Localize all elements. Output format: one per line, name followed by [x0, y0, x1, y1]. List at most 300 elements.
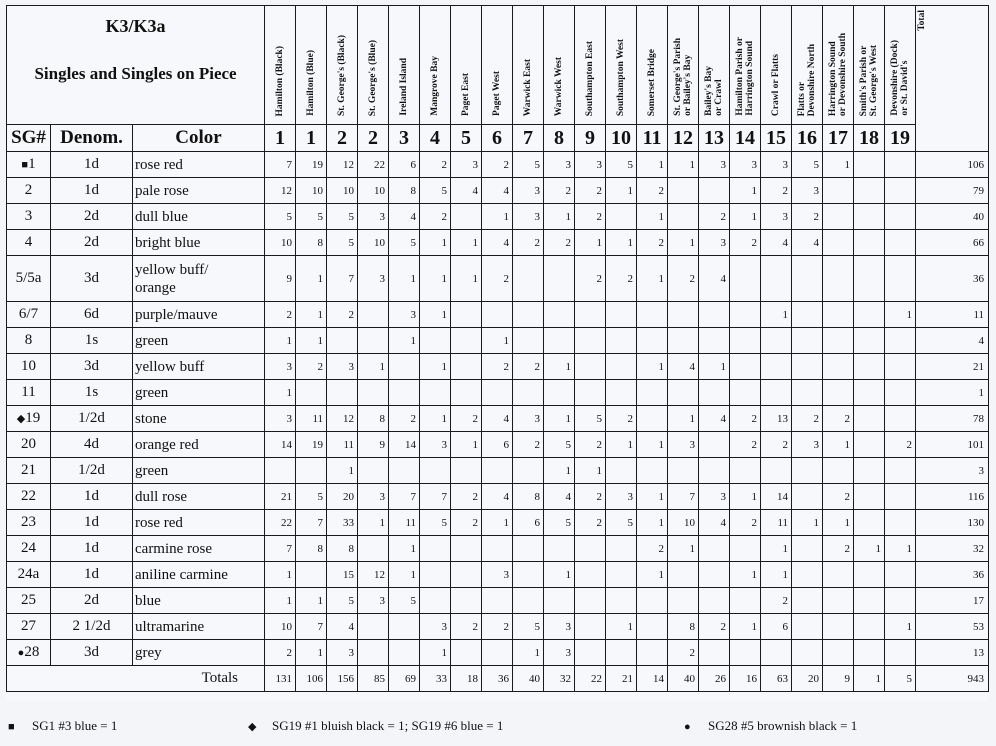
area-header: [265, 6, 296, 125]
count-cell: [637, 380, 668, 406]
count-cell: 7: [265, 152, 296, 178]
count-cell: [668, 204, 699, 230]
count-cell: 2: [761, 178, 792, 204]
sg-number-cell: [7, 432, 51, 458]
table-row: [7, 640, 989, 666]
count-cell: 1: [823, 510, 854, 536]
count-cell: 7: [668, 484, 699, 510]
count-cell: [296, 380, 327, 406]
count-cell: [792, 484, 823, 510]
count-cell: 2: [482, 354, 513, 380]
column-total-cell: 156: [327, 666, 358, 692]
count-cell: 10: [296, 178, 327, 204]
count-cell: 1: [854, 536, 885, 562]
area-name: Somerset Bridge: [647, 48, 658, 116]
count-cell: [513, 328, 544, 354]
color-cell: purple/mauve: [133, 302, 265, 328]
sg-number-cell: [7, 562, 51, 588]
count-cell: 1: [637, 484, 668, 510]
count-cell: [420, 562, 451, 588]
count-cell: 1: [265, 328, 296, 354]
count-cell: [544, 256, 575, 302]
count-cell: [699, 458, 730, 484]
count-cell: 2: [792, 204, 823, 230]
count-cell: [358, 640, 389, 666]
count-cell: [885, 510, 916, 536]
sg-number: 23: [21, 514, 36, 530]
count-cell: 1: [606, 230, 637, 256]
area-name: Warwick East: [523, 58, 534, 116]
row-total-cell: 4: [916, 328, 989, 354]
column-total-cell: 32: [544, 666, 575, 692]
count-cell: 3: [358, 204, 389, 230]
count-cell: [668, 302, 699, 328]
area-name: Hamilton (Blue): [306, 50, 317, 116]
column-total-cell: 5: [885, 666, 916, 692]
count-cell: 1: [513, 640, 544, 666]
count-cell: [296, 562, 327, 588]
count-cell: 1: [327, 458, 358, 484]
footnote-text: SG1 #3 blue = 1: [32, 718, 118, 733]
count-cell: 2: [792, 406, 823, 432]
table-row: [7, 536, 989, 562]
count-cell: 2: [513, 354, 544, 380]
area-header: [699, 6, 730, 125]
count-cell: 21: [265, 484, 296, 510]
count-cell: [699, 380, 730, 406]
count-cell: [389, 614, 420, 640]
count-cell: 5: [544, 432, 575, 458]
count-cell: 1: [606, 432, 637, 458]
area-header: [606, 6, 637, 125]
count-cell: [854, 588, 885, 614]
denomination-cell: 1s: [51, 380, 133, 406]
column-total-cell: 63: [761, 666, 792, 692]
color-cell: stone: [133, 406, 265, 432]
count-cell: [699, 640, 730, 666]
count-cell: 12: [327, 406, 358, 432]
count-cell: 5: [296, 484, 327, 510]
area-name: Devonshire (Dock) or St. David's: [890, 40, 911, 116]
count-cell: 3: [544, 614, 575, 640]
count-cell: 11: [389, 510, 420, 536]
area-header: [854, 6, 885, 125]
row-total-cell: 32: [916, 536, 989, 562]
row-total-cell: 21: [916, 354, 989, 380]
count-cell: 1: [761, 536, 792, 562]
area-name: Paget West: [492, 71, 503, 116]
count-cell: [451, 640, 482, 666]
count-cell: [823, 230, 854, 256]
count-cell: [854, 354, 885, 380]
count-cell: 7: [420, 484, 451, 510]
count-cell: 4: [482, 406, 513, 432]
count-cell: [544, 328, 575, 354]
count-cell: 2: [761, 588, 792, 614]
table-row: [7, 256, 989, 302]
count-cell: 2: [668, 256, 699, 302]
count-cell: 2: [575, 204, 606, 230]
count-cell: 1: [265, 562, 296, 588]
count-cell: 3: [513, 178, 544, 204]
row-total-cell: 36: [916, 562, 989, 588]
count-cell: 22: [358, 152, 389, 178]
count-cell: 3: [699, 152, 730, 178]
count-cell: [854, 256, 885, 302]
count-cell: 4: [792, 230, 823, 256]
area-header: [482, 6, 513, 125]
column-total-cell: 85: [358, 666, 389, 692]
count-cell: 2: [451, 614, 482, 640]
count-cell: [420, 380, 451, 406]
color-cell: bright blue: [133, 230, 265, 256]
area-name: Flatts or Devonshire North: [797, 43, 818, 116]
color-cell: carmine rose: [133, 536, 265, 562]
footnote-marker: ●: [17, 647, 25, 659]
count-cell: [854, 484, 885, 510]
count-cell: 4: [544, 484, 575, 510]
count-cell: [575, 302, 606, 328]
count-cell: 3: [265, 354, 296, 380]
count-cell: 1: [637, 354, 668, 380]
table-title-cell: [7, 6, 265, 125]
table-row: [7, 432, 989, 458]
table-row: [7, 484, 989, 510]
count-cell: 3: [358, 484, 389, 510]
count-cell: 4: [389, 204, 420, 230]
cancellation-table: [6, 5, 989, 692]
count-cell: 1: [761, 302, 792, 328]
count-cell: [544, 380, 575, 406]
count-cell: [730, 588, 761, 614]
count-cell: 6: [761, 614, 792, 640]
count-cell: [730, 640, 761, 666]
column-total-cell: 33: [420, 666, 451, 692]
count-cell: [885, 354, 916, 380]
count-cell: 1: [823, 432, 854, 458]
count-cell: [544, 588, 575, 614]
count-cell: 1: [575, 458, 606, 484]
area-header: [575, 6, 606, 125]
color-column-header: Color: [133, 125, 265, 152]
count-cell: [854, 510, 885, 536]
area-number: 5: [451, 125, 482, 152]
area-name-header-row: [7, 6, 989, 125]
denomination-column-header: Denom.: [51, 125, 133, 152]
count-cell: [513, 536, 544, 562]
count-cell: [854, 328, 885, 354]
area-name: St. George's Parish or Bailey's Bay: [673, 38, 694, 116]
count-cell: [606, 204, 637, 230]
count-cell: 8: [327, 536, 358, 562]
count-cell: [513, 302, 544, 328]
color-cell: yellow buff: [133, 354, 265, 380]
count-cell: 3: [575, 152, 606, 178]
column-total-cell: 40: [668, 666, 699, 692]
count-cell: 3: [327, 640, 358, 666]
count-cell: [792, 614, 823, 640]
sg-number-cell: [7, 588, 51, 614]
table-row: [7, 152, 989, 178]
count-cell: [761, 328, 792, 354]
count-cell: [885, 204, 916, 230]
count-cell: 2: [575, 256, 606, 302]
count-cell: 4: [699, 256, 730, 302]
count-cell: 5: [327, 230, 358, 256]
count-cell: 2: [730, 406, 761, 432]
count-cell: 2: [296, 354, 327, 380]
area-number: 8: [544, 125, 575, 152]
row-total-cell: 66: [916, 230, 989, 256]
footnotes: [8, 718, 988, 742]
footnote-bullet: ◆: [248, 721, 257, 733]
count-cell: 2: [389, 406, 420, 432]
table-row: [7, 562, 989, 588]
denomination-cell: 2d: [51, 230, 133, 256]
count-cell: [513, 588, 544, 614]
footnote-text: SG28 #5 brownish black = 1: [708, 718, 858, 733]
sg-number: 8: [24, 332, 33, 348]
count-cell: 1: [823, 152, 854, 178]
count-cell: [358, 328, 389, 354]
count-cell: [327, 380, 358, 406]
count-cell: [358, 380, 389, 406]
count-cell: 1: [699, 354, 730, 380]
count-cell: 10: [265, 614, 296, 640]
count-cell: 2: [730, 230, 761, 256]
count-cell: 1: [637, 510, 668, 536]
count-cell: 3: [389, 302, 420, 328]
area-header: [761, 6, 792, 125]
count-cell: [606, 640, 637, 666]
count-cell: [544, 536, 575, 562]
count-cell: [451, 562, 482, 588]
count-cell: 5: [389, 588, 420, 614]
area-number: 10: [606, 125, 637, 152]
area-number: 13: [699, 125, 730, 152]
table-row: [7, 302, 989, 328]
count-cell: 2: [544, 178, 575, 204]
count-cell: 1: [451, 230, 482, 256]
sg-number: 1: [28, 156, 36, 172]
color-cell: yellow buff/ orange: [133, 256, 265, 302]
column-total-cell: 69: [389, 666, 420, 692]
count-cell: 2: [761, 432, 792, 458]
row-total-cell: 106: [916, 152, 989, 178]
area-number: 1: [296, 125, 327, 152]
count-cell: [606, 588, 637, 614]
count-cell: 4: [327, 614, 358, 640]
footnote-bullet: ■: [8, 721, 15, 733]
count-cell: [854, 562, 885, 588]
column-total-cell: 26: [699, 666, 730, 692]
count-cell: [513, 380, 544, 406]
count-cell: [854, 302, 885, 328]
denomination-cell: 2d: [51, 588, 133, 614]
count-cell: 7: [265, 536, 296, 562]
area-number: 16: [792, 125, 823, 152]
row-total-cell: 40: [916, 204, 989, 230]
count-cell: 10: [358, 178, 389, 204]
count-cell: [699, 302, 730, 328]
row-total-cell: 11: [916, 302, 989, 328]
area-header: [668, 6, 699, 125]
count-cell: [389, 458, 420, 484]
count-cell: [699, 178, 730, 204]
column-total-cell: 18: [451, 666, 482, 692]
table-row: [7, 178, 989, 204]
color-cell: green: [133, 458, 265, 484]
sg-number: 5/5a: [15, 270, 42, 286]
count-cell: [823, 354, 854, 380]
count-cell: [885, 178, 916, 204]
area-number: 12: [668, 125, 699, 152]
count-cell: [544, 302, 575, 328]
area-number: 1: [265, 125, 296, 152]
sg-number-cell: [7, 380, 51, 406]
count-cell: 5: [606, 510, 637, 536]
denomination-cell: 6d: [51, 302, 133, 328]
area-name: Crawl or Flatts: [771, 53, 782, 116]
count-cell: 1: [389, 256, 420, 302]
area-header: [296, 6, 327, 125]
count-cell: [730, 380, 761, 406]
color-cell: rose red: [133, 152, 265, 178]
count-cell: [637, 406, 668, 432]
count-cell: 3: [606, 484, 637, 510]
count-cell: 15: [327, 562, 358, 588]
count-cell: 5: [513, 614, 544, 640]
denomination-cell: 1d: [51, 152, 133, 178]
count-cell: [885, 458, 916, 484]
count-cell: 5: [513, 152, 544, 178]
table-row: [7, 614, 989, 640]
count-cell: 5: [420, 510, 451, 536]
count-cell: 3: [420, 432, 451, 458]
count-cell: [482, 458, 513, 484]
area-number: 2: [327, 125, 358, 152]
count-cell: [792, 458, 823, 484]
count-cell: [637, 614, 668, 640]
count-cell: 2: [730, 510, 761, 536]
row-total-cell: 101: [916, 432, 989, 458]
row-total-cell: 36: [916, 256, 989, 302]
count-cell: 1: [792, 510, 823, 536]
denomination-cell: 1s: [51, 328, 133, 354]
count-cell: [451, 302, 482, 328]
count-cell: 2: [575, 484, 606, 510]
count-cell: 3: [358, 256, 389, 302]
count-cell: [730, 536, 761, 562]
count-cell: 3: [420, 614, 451, 640]
count-cell: [761, 458, 792, 484]
table-title: K3/K3a: [105, 16, 166, 36]
column-total-cell: 14: [637, 666, 668, 692]
count-cell: 4: [699, 406, 730, 432]
row-total-cell: 116: [916, 484, 989, 510]
area-header: [792, 6, 823, 125]
count-cell: 1: [482, 510, 513, 536]
count-cell: 1: [544, 406, 575, 432]
count-cell: 1: [420, 406, 451, 432]
denomination-cell: 4d: [51, 432, 133, 458]
count-cell: [854, 380, 885, 406]
count-cell: 2: [668, 640, 699, 666]
count-cell: 1: [637, 562, 668, 588]
count-cell: 7: [327, 256, 358, 302]
count-cell: 8: [358, 406, 389, 432]
count-cell: 1: [544, 354, 575, 380]
count-cell: 2: [823, 406, 854, 432]
denomination-cell: 1d: [51, 562, 133, 588]
count-cell: 2: [420, 204, 451, 230]
count-cell: [854, 458, 885, 484]
count-cell: 1: [668, 152, 699, 178]
count-cell: 11: [761, 510, 792, 536]
color-cell: grey: [133, 640, 265, 666]
row-total-cell: 1: [916, 380, 989, 406]
count-cell: [420, 328, 451, 354]
count-cell: [885, 588, 916, 614]
sg-number: 27: [21, 618, 36, 634]
area-header: [823, 6, 854, 125]
footnote: [248, 718, 503, 734]
sg-number: 11: [21, 384, 36, 400]
area-header: [451, 6, 482, 125]
count-cell: 3: [482, 562, 513, 588]
total-column-header: [916, 6, 989, 152]
area-number: 14: [730, 125, 761, 152]
count-cell: [730, 458, 761, 484]
area-header: [358, 6, 389, 125]
count-cell: [823, 614, 854, 640]
row-total-cell: 130: [916, 510, 989, 536]
count-cell: [761, 256, 792, 302]
count-cell: [730, 354, 761, 380]
row-total-cell: 17: [916, 588, 989, 614]
count-cell: 1: [885, 536, 916, 562]
count-cell: 6: [389, 152, 420, 178]
footnote-marker: ■: [21, 159, 29, 171]
count-cell: [792, 256, 823, 302]
count-cell: 10: [358, 230, 389, 256]
count-cell: [327, 328, 358, 354]
sg-number: 22: [21, 488, 36, 504]
area-name: Harrington Sound or Devonshire South: [828, 32, 849, 116]
count-cell: [730, 256, 761, 302]
count-cell: [606, 536, 637, 562]
count-cell: 11: [327, 432, 358, 458]
area-number: 3: [389, 125, 420, 152]
count-cell: 1: [637, 256, 668, 302]
count-cell: [575, 380, 606, 406]
column-total-cell: 22: [575, 666, 606, 692]
footnote: [8, 718, 117, 734]
count-cell: [885, 230, 916, 256]
count-cell: [451, 588, 482, 614]
area-header: [389, 6, 420, 125]
count-cell: 3: [792, 432, 823, 458]
sg-number: 24: [21, 540, 36, 556]
count-cell: 8: [668, 614, 699, 640]
count-cell: 8: [296, 536, 327, 562]
count-cell: [420, 536, 451, 562]
count-cell: 1: [296, 640, 327, 666]
totals-label: Totals: [7, 666, 265, 692]
count-cell: [854, 152, 885, 178]
column-header-row: [7, 125, 989, 152]
count-cell: 1: [389, 328, 420, 354]
